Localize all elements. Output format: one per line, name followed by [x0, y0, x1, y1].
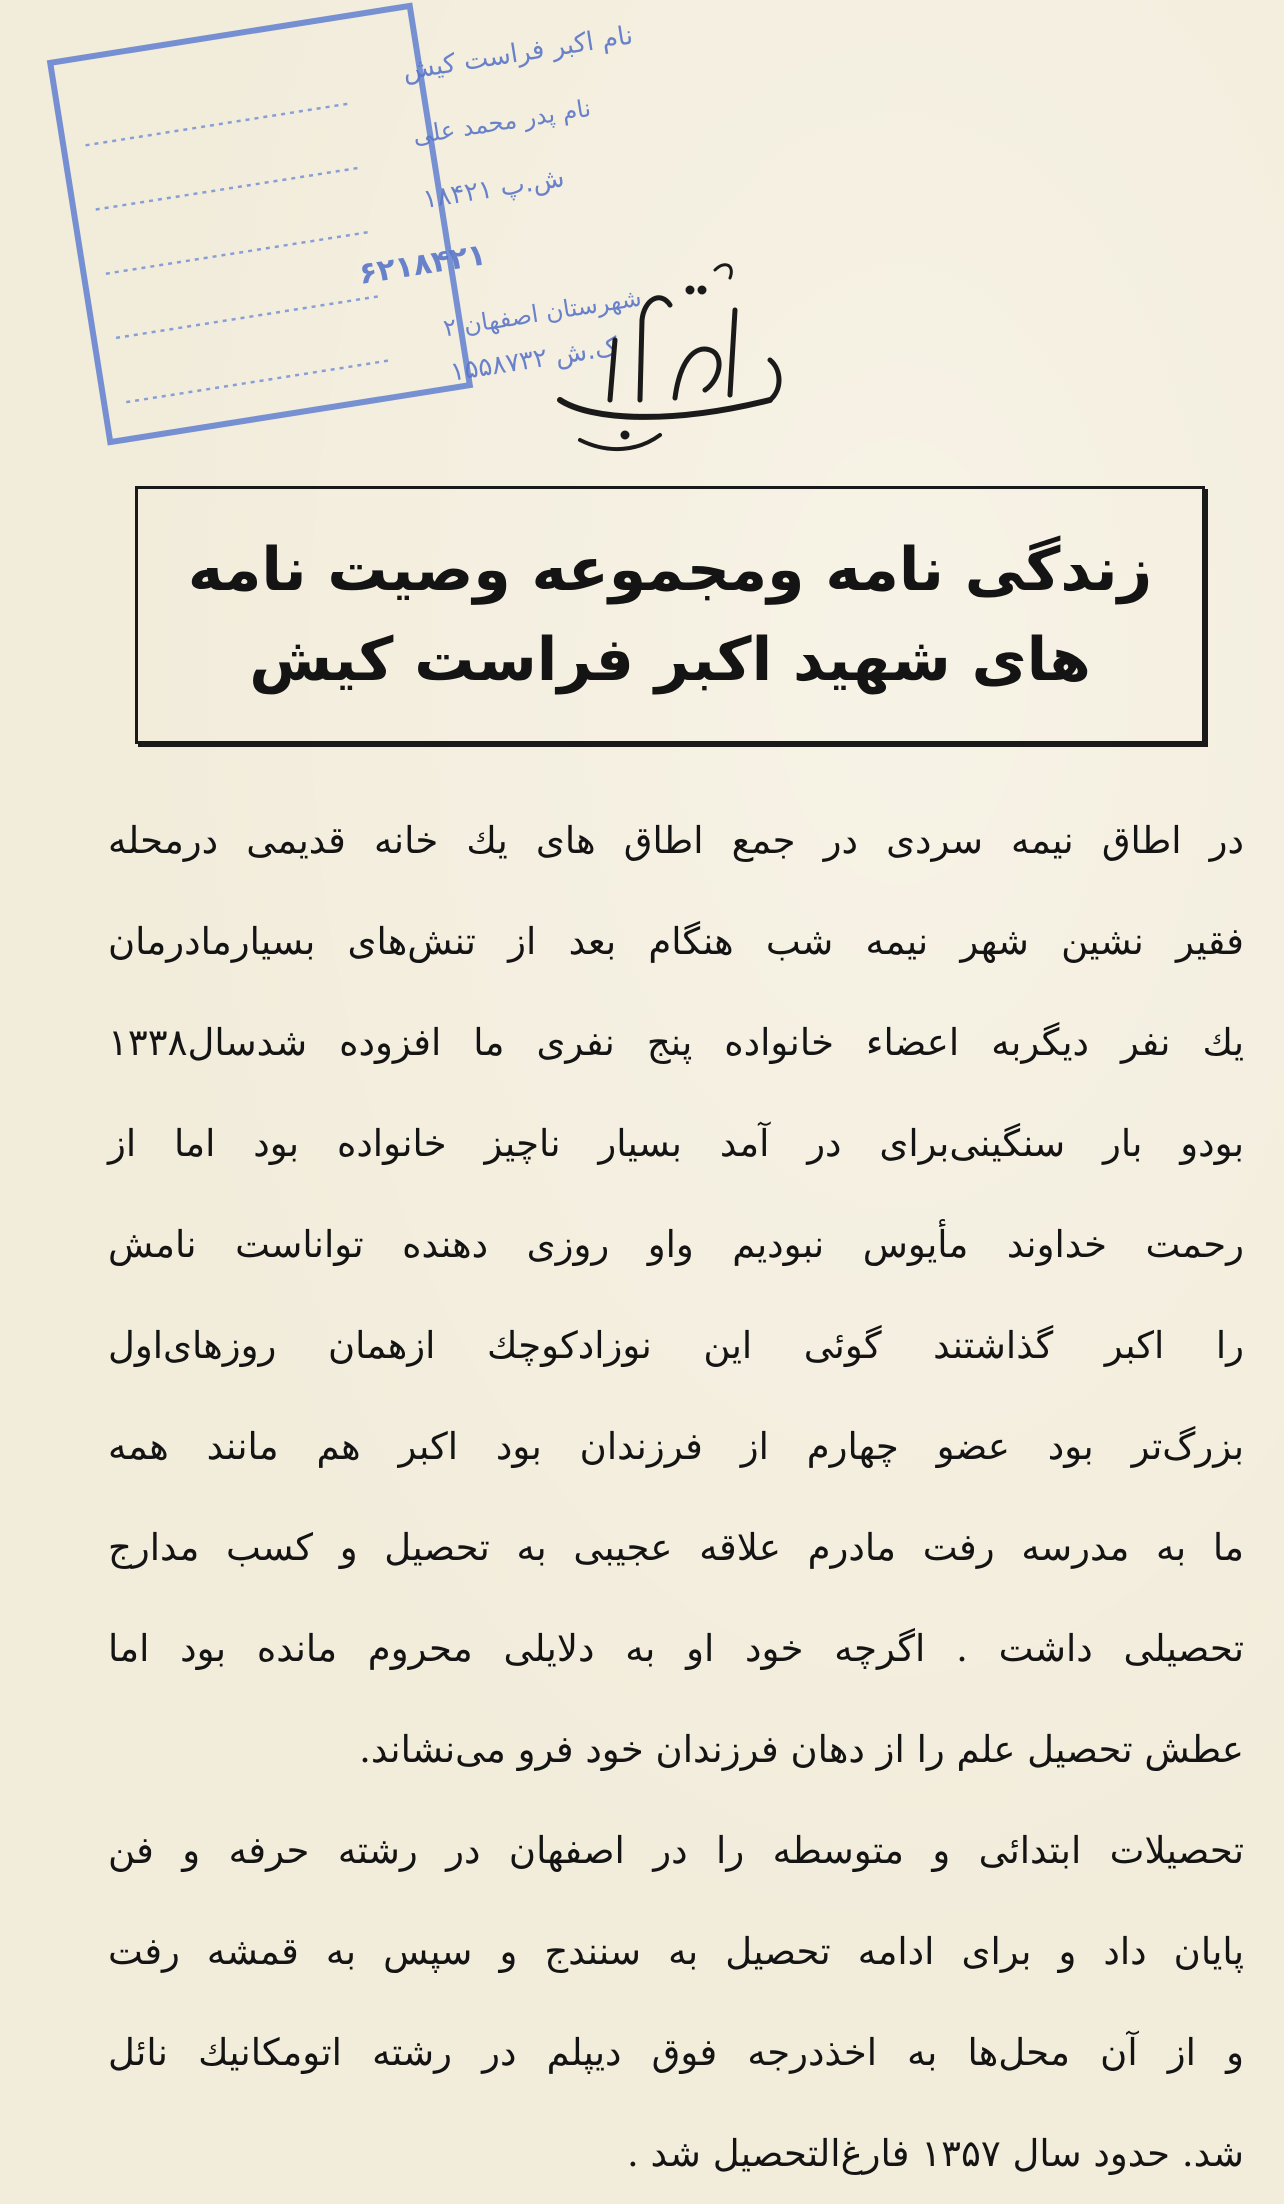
body-line: بودو بار سنگینی‌برای در آمد بسیار ناچیز خانواده بود اما از [108, 1122, 1244, 1165]
stamp-row-6: ک.ش ۱۵۵۸۷۳۲ [448, 331, 621, 388]
stamp-graphic [41, 0, 644, 451]
stamp-row-3: ش.پ ۱۸۴۲۱ [420, 163, 567, 215]
body-line: پایان داد و برای ادامه تحصیل به سنندج و سپس به قمشه رفت [108, 1930, 1244, 1973]
stamp-row-1: نام اکبر فراست کیش [400, 20, 635, 87]
body-line: تحصیلی داشت . اگرچه خود او به دلایلی محروم مانده بود اما [108, 1627, 1244, 1670]
body-line: رحمت خداوند مأیوس نبودیم واو روزی دهنده تواناست نامش [108, 1223, 1244, 1266]
body-line: را اکبر گذاشتند گوئی این نوزادکوچك ازهمان روزهای‌اول [108, 1324, 1244, 1367]
stamp-row-2: نام پدر محمد علی [410, 94, 593, 150]
body-line: شد. حدود سال ۱۳۵۷ فارغ‌التحصیل شد . [626, 2132, 1244, 2175]
body-line: فقیر نشین شهر نیمه شب هنگام بعد از تنش‌های بسیارمادرمان [108, 920, 1244, 963]
title-line-2: های شهید اکبر فراست کیش [249, 625, 1091, 695]
title-box [135, 486, 1205, 744]
title-line-1: زندگی نامه ومجموعه وصیت نامه [187, 535, 1153, 605]
basmala-text: بسمه تعالی [670, 465, 675, 466]
ink-stamp [41, 0, 644, 451]
stamp-row-4: ۶۲۱۸۴۲۱ [356, 237, 489, 292]
body-line: عطش تحصیل علم را از دهان فرزندان خود فرو می‌نشاند. [359, 1728, 1244, 1771]
body-text [108, 790, 1244, 2204]
body-line: ما به مدرسه رفت مادرم علاقه عجیبی به تحصیل و کسب مدارج [108, 1526, 1244, 1569]
stamp-row-5: شهرستان اصفهان ۲ [441, 283, 644, 343]
body-line: در اطاق نیمه سردی در جمع اطاق های یك خانه قدیمی درمحله [108, 819, 1244, 862]
body-line: تحصیلات ابتدائی و متوسطه را در اصفهان در رشته حرفه و فن [108, 1829, 1244, 1872]
body-line: بزرگ‌تر بود عضو چهارم از فرزندان بود اکبر هم مانند همه [108, 1425, 1244, 1468]
basmala-calligraphy [520, 250, 820, 470]
body-line: یك نفر دیگربه اعضاء خانواده پنج نفری ما افزوده شدسال۱۳۳۸ [108, 1021, 1244, 1064]
body-line: و از آن محل‌ها به اخذدرجه فوق دیپلم در رشته اتومکانیك نائل [108, 2031, 1244, 2074]
